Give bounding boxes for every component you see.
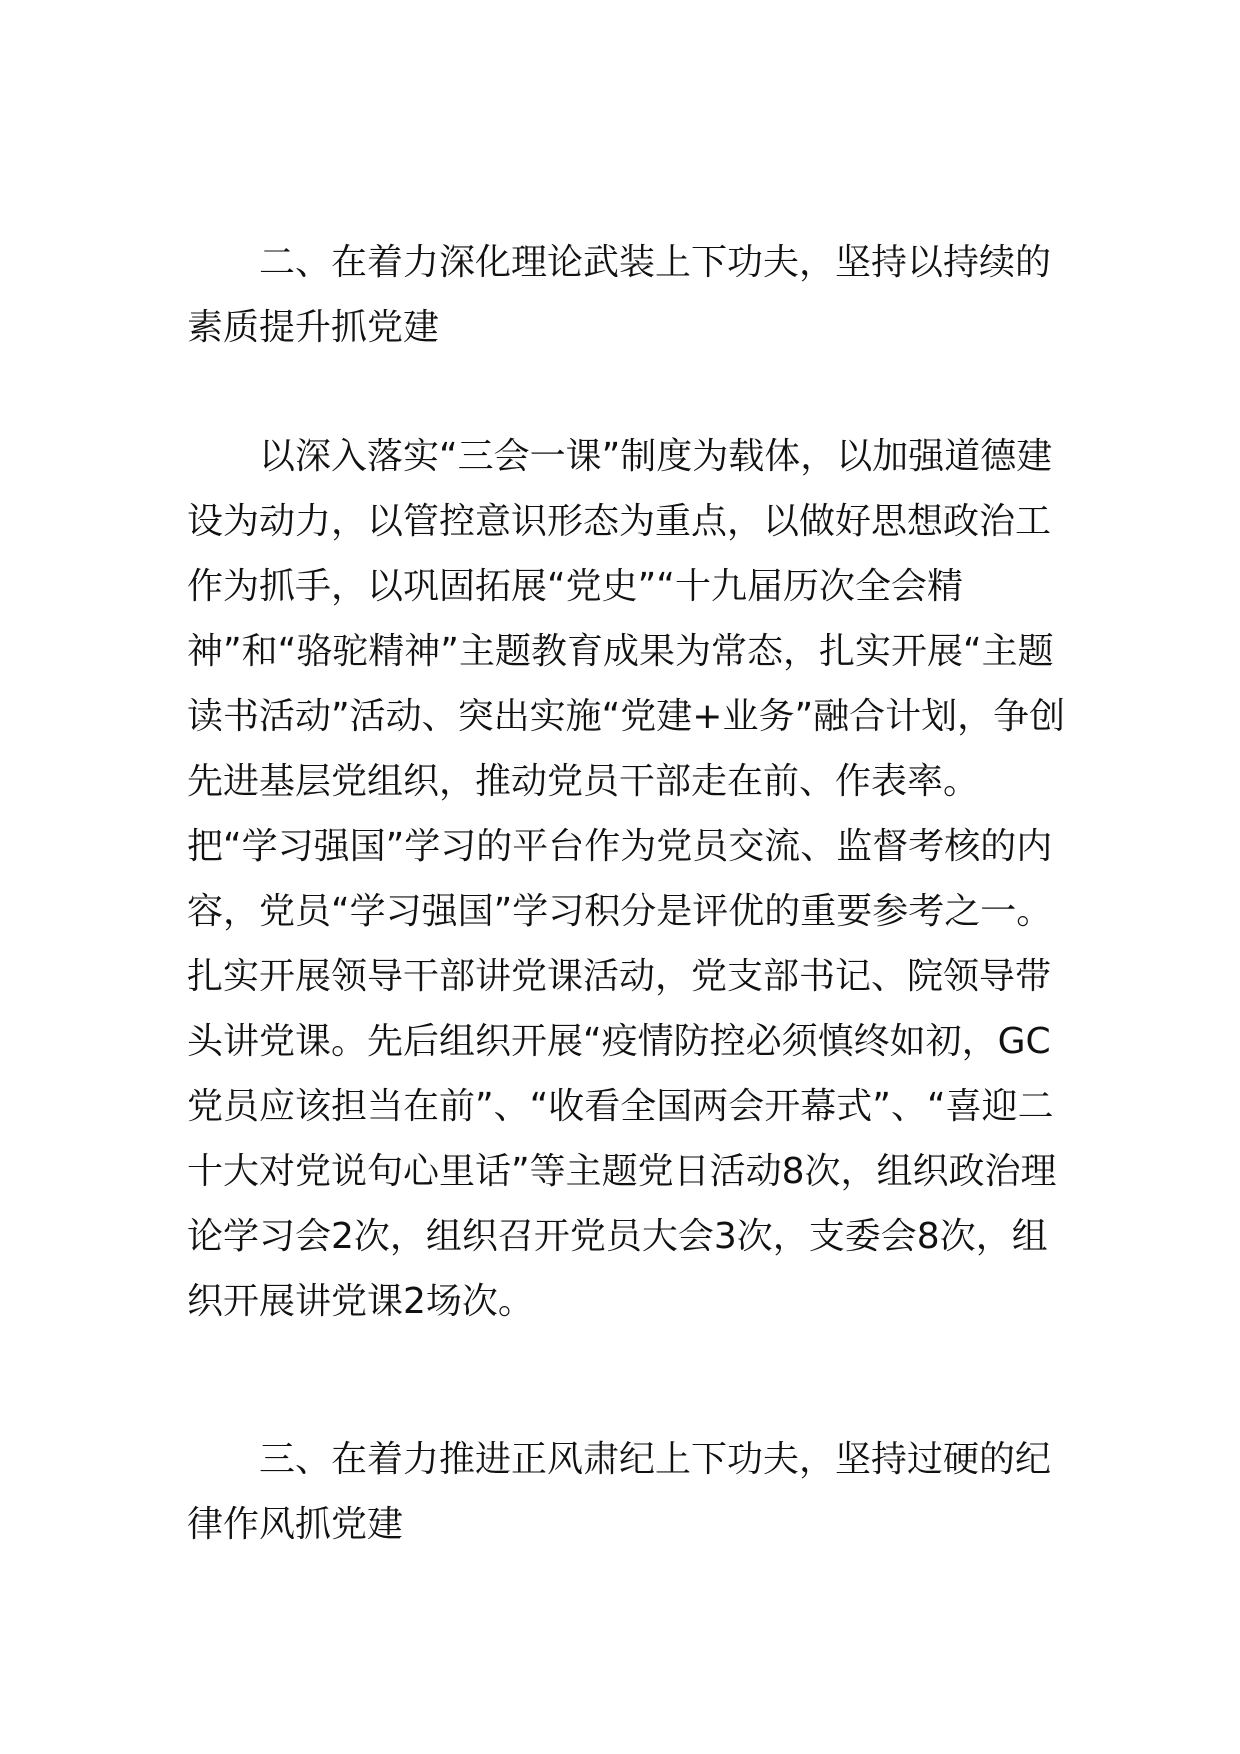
section-heading-two: 二、在着力深化理论武装上下功夫，坚持以持续的素质提升抓党建 [187, 242, 1052, 348]
section-heading-three: 三、在着力推进正风肃纪上下功夫，坚持过硬的纪律作风抓党建 [187, 1439, 1052, 1545]
body-paragraph: 以深入落实“三会一课”制度为载体，以加强道德建设为动力，以管控意识形态为重点，以做好思想政治工作为抓手，以巩固拓展“党史”“十九届历次全会精神”和“骆驼精神”主题教育成果为常态，扎实开展“主题读书活动”活动、突出实施“党建+业务”融合计划，争创先进基层党组织，推动党员干部走在前、作表率。把“学习强国”学习的平台作为党员交流、监督考核的内容，党员“学习强国”学习积分是评优的重要参考之一。扎实开展领导干部讲党课活动，党支部书记、院领导带头讲党课。先后组织开展“疫情防控必须慎终如初，GC党员应该担当在前”、“收看全国两会开幕式”、“喜迎二十大对党说句心里话”等主题党日活动8次，组织政治理论学习会2次，组织召开党员大会3次，支委会8次，组织开展讲党课2场次。 [187, 436, 1066, 1322]
